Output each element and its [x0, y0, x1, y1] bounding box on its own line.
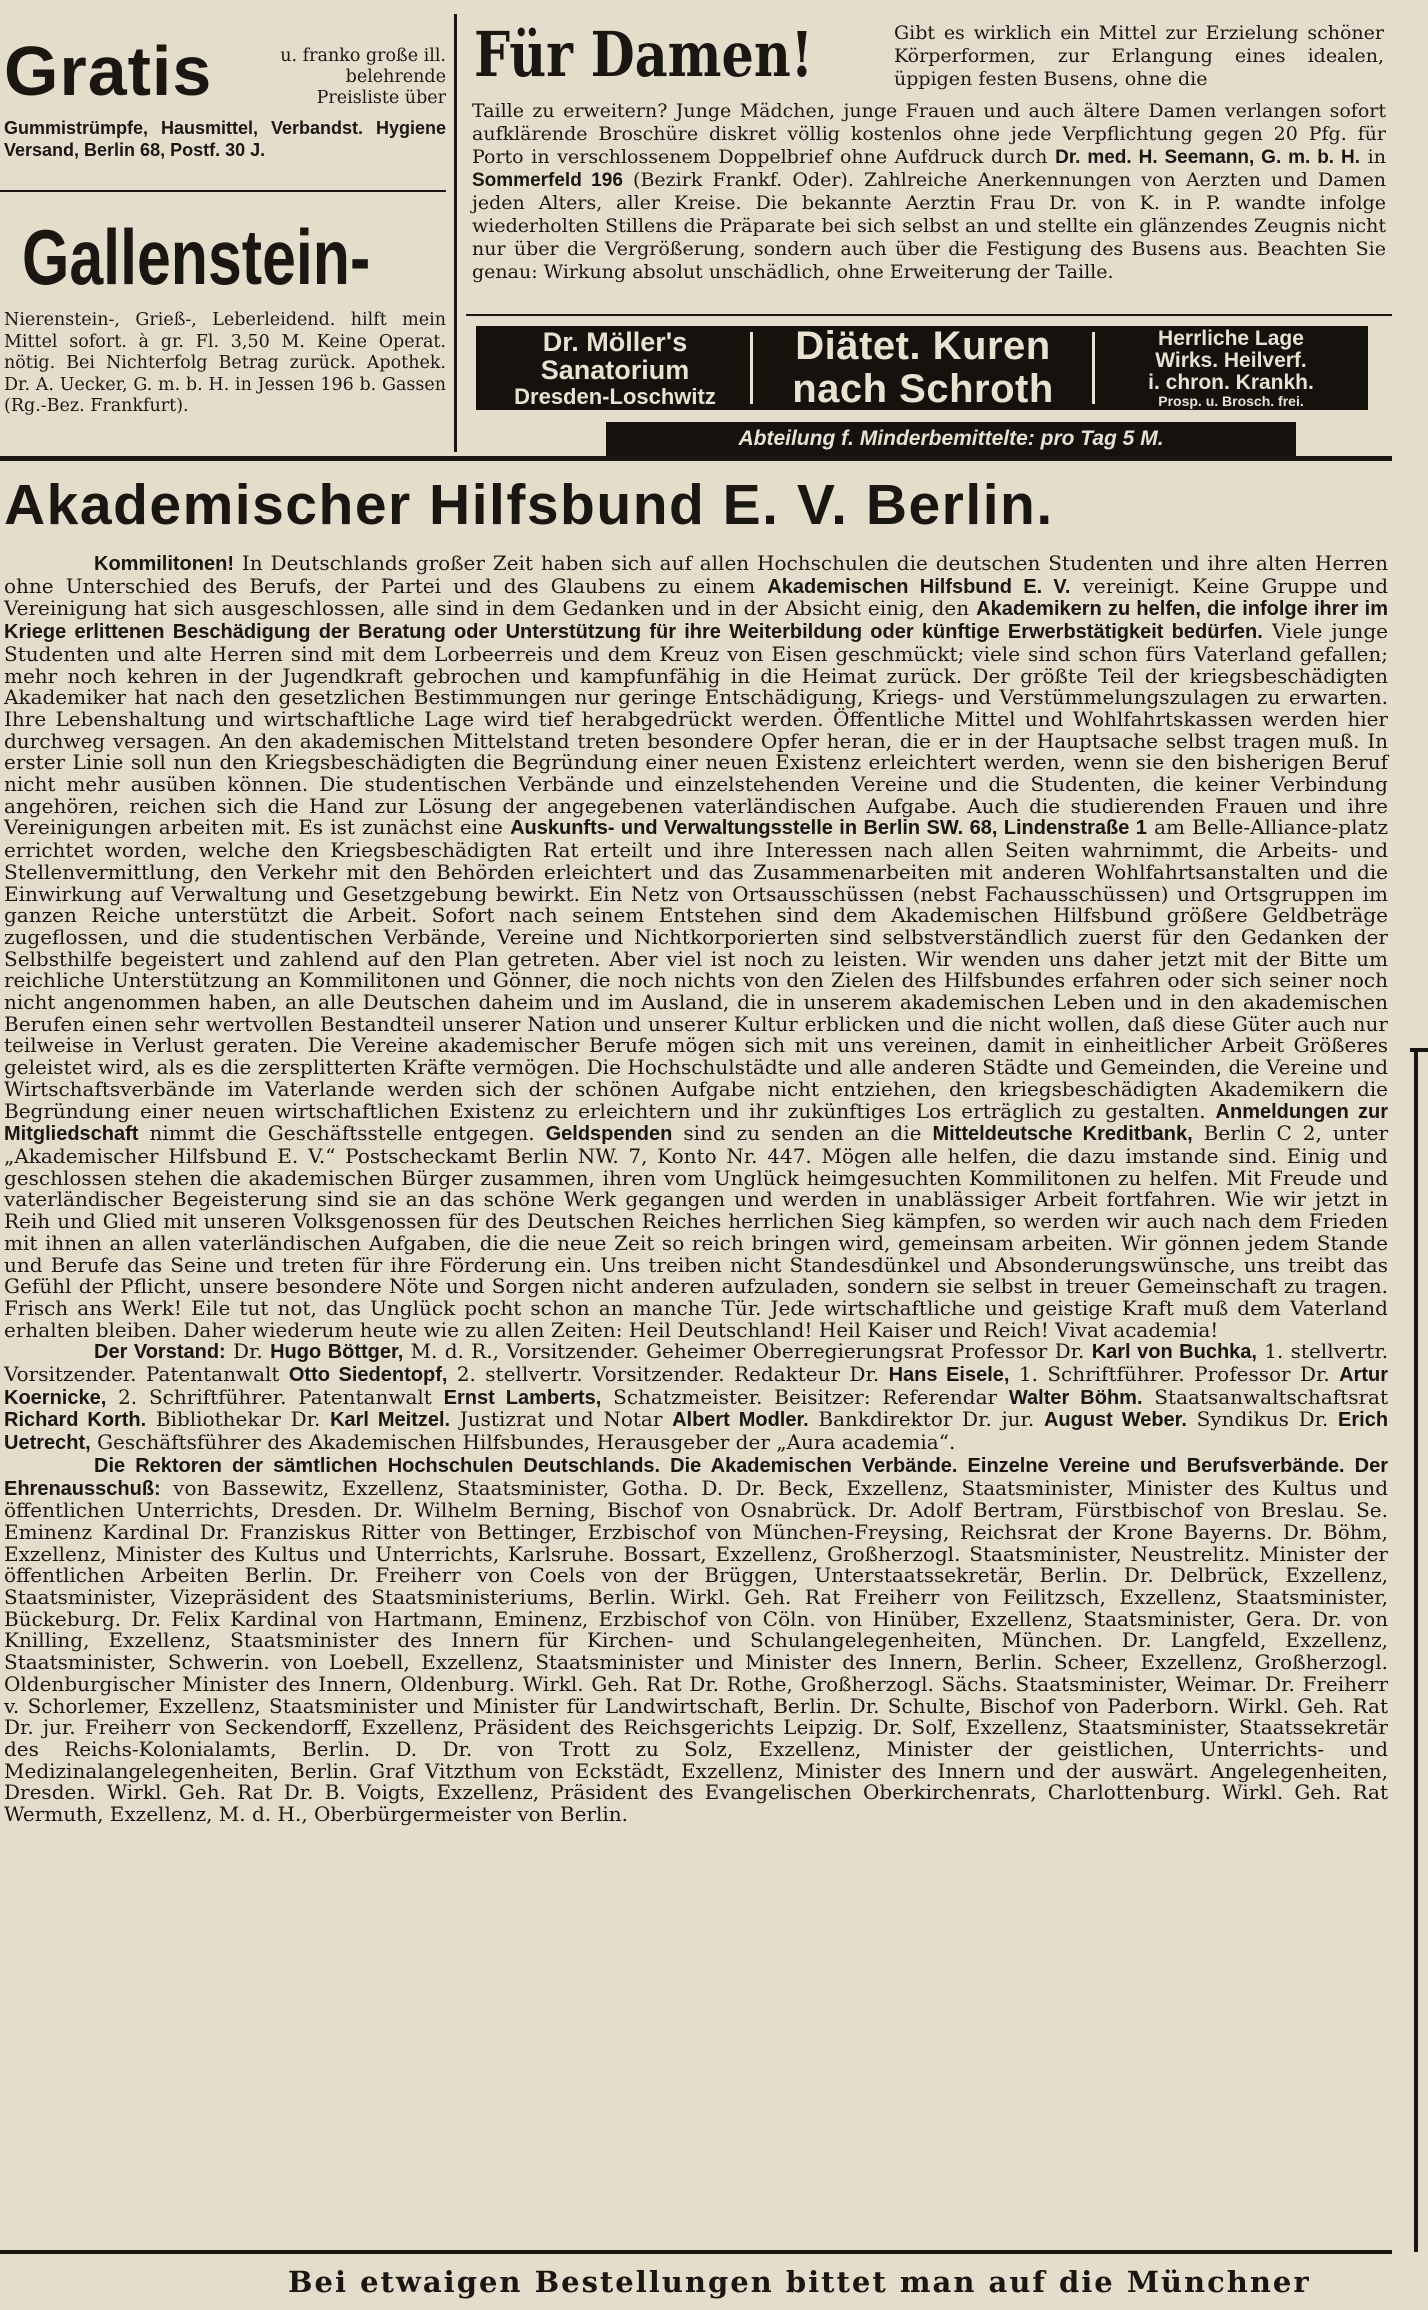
ad-gallenstein-title: Gallenstein-: [22, 213, 371, 301]
ad-moeller-name: [484, 326, 746, 410]
bold-run: Akademischen Hilfsbund E. V.: [767, 575, 1071, 598]
column-divider: [454, 14, 457, 452]
text-run: Taille zu erweitern? Junge Mädchen, junge Frauen und auch ältere Damen verlangen sofort aufklärende Broschüre diskret völlig kostenlos ohne jede Verpflichtung gegen 20 Pfg. für Porto in verschlossenem Doppelbrief ohne Aufdruck durch: [472, 100, 1386, 168]
text-run: 2. Schriftführer. Patentanwalt: [118, 1384, 432, 1409]
article-paragraph-ehrenausschuss: [4, 1455, 1388, 1826]
heavy-rule: [0, 2250, 1392, 2254]
bold-run: Geldspenden: [545, 1123, 673, 1146]
text-run: vereinigt. Keine Gruppe und Vereinigung hat sich ausgeschlossen, alle sind in dem Gedanken und in der Absicht einig, den: [4, 573, 1389, 621]
ad-moeller-right-line: Wirks. Heilverf.: [1155, 348, 1307, 372]
ad-moeller-right-line: Herrliche Lage: [1158, 326, 1304, 350]
ad-damen-text: [472, 100, 1386, 284]
text-run: von Bassewitz, Exzellenz, Staatsminister, Gotha. D. Dr. Beck, Exzellenz, Staatsminister, Minister des Kultus und öffentlichen Unterrichts, Dresden. Dr. Wilhelm Berning, Bischof von Osnabrück. Dr. Adolf Bertram, Fürstbischof von Breslau. Se. Eminenz Kardinal Dr. Franziskus Ritter von Bettinger, Erzbischof von München-Freysing, Reichsrat der Krone Bayerns. Dr. Böhm, Exzellenz, Minister des Kultus und Unterrichts, Karlsruhe. Bossart, Exzellenz, Großherzogl. Staatsminister, Neustrelitz. Minister der öffentlichen Arbeiten Berlin. Dr. Freiherr von Coels von der Brüggen, Unterstaatssekretär, Berlin. Dr. Delbrück, Exzellenz, Staatsminister, Vizepräsident des Staatsministeriums, Berlin. Wirkl. Geh. Rat Freiherr von Feilitzsch, Exzellenz, Staatsminister, Bückeburg. Dr. Felix Kardinal von Hartmann, Eminenz, Erzbischof von Cöln. von Hinüber, Exzellenz, Staatsminister, Gera. Dr. von Knilling, Exzellenz, Staatsminister des Innern für Kirchen- und Schulangelegenheiten, München. Dr. Langfeld, Exzellenz, Staatsminister, Schwerin. von Loebell, Exzellenz, Staatsminister und Minister des Innern, Berlin. Scheer, Exzellenz, Großherzogl. Oldenburgischer Minister des Innern, Oldenburg. Wirkl. Geh. Rat Dr. Rothe, Großherzogl. Sächs. Staatsminister, Weimar. Dr. Freiherr v. Schorlemer, Exzellenz, Staatsminister und Minister für Landwirtschaft, Berlin. Dr. Schulte, Bischof von Paderborn. Wirkl. Geh. Rat Dr. jur. Freiherr von Seckendorff, Exzellenz, Präsident des Reichsgerichts Leipzig. Dr. Solf, Exzellenz, Staatsminister, Staatssekretär des Reichs-Kolonialamts, Berlin. D. Dr. von Trott zu Solz, Exzellenz, Minister der geistlichen, Unterrichts- und Medizinalangelegenheiten, Berlin. Graf Vitzthum von Eckstädt, Exzellenz, Minister des Innern und der auswärt. Angelegenheiten, Dresden. Wirkl. Geh. Rat Dr. B. Voigts, Exzellenz, Präsident des Evangelischen Oberkirchenrats, Charlottenburg. Wirkl. Geh. Rat Wermuth, Exzellenz, M. d. H., Oberbürgermeister von Berlin.: [4, 1475, 1388, 1827]
text-run: Viele junge Studenten und alte Herren sind mit dem Lorbeerreis und dem Kreuz von Eisen geschmückt; viele sind schon fürs Vaterland gefallen; mehr noch kehren in der Jugendkraft gebrochen und kampfunfähig in die Heimat zurück. Der größte Teil der kriegsbeschädigten Akademiker hat nach den gesetzlichen Bestimmungen nur geringe Entschädigung, Kriegs- und Verstümmelungszulagen zu erwarten. Ihre Lebenshaltung und wirtschaftliche Lage wird tief herabgedrückt werden. Öffentliche Mittel und Wohlfahrtskassen werden hier durchweg versagen. An den akademischen Mittelstand treten besondere Opfer heran, die er in der Hauptsache selbst tragen muß. In erster Linie soll nun den Kriegsbeschädigten die Begründung einer neuen Existenz erleichtert werden, wenn sie den bisherigen Beruf nicht mehr ausüben können. Die studentischen Verbände und einzelstehenden Vereine und die Studenten, die keiner Verbindung angehören, reichen sich die Hand zur Lösung der angegebenen vaterländischen Aufgabe. Auch die studierenden Frauen und ihre Vereinigungen arbeiten mit. Es ist zunächst eine: [4, 619, 1389, 840]
bold-run: Anmeldungen zur Mitgliedschaft: [4, 1100, 1389, 1146]
article-paragraph-vorstand: [4, 1341, 1388, 1455]
text-run: nimmt die Geschäftsstelle entgegen.: [149, 1121, 535, 1146]
edge-rule: [1410, 1048, 1428, 1052]
bold-run: Richard Korth.: [4, 1409, 147, 1432]
text-run: (Bezirk Frankf. Oder). Zahlreiche Anerkennungen von Aerzten und Damen jeden Alters, aller Kreise. Die bekannte Aerztin Frau Dr. von K. in P. wandte infolge wiederholten Stillens die Präparate bei sich selbst an und stellte ein glänzendes Zeugnis nicht nur über die Vergrößerung, sondern auch über die Festigung des Busens aus. Beachten Sie genau: Wirkung absolut unschädlich, ohne Erweiterung der Taille.: [472, 169, 1386, 283]
text-run: am Belle-Alliance-platz errichtet worden, welche den Kriegsbeschädigten Rat erteilt und ihre Interessen nach allen Seiten wahrnimmt, die Arbeits- und Stellenvermittlung, den Verkehr mit den Behörden erleichtert und das Zusammenarbeiten mit anderen Wohlfahrtsanstalten und die Einwirkung auf Verwaltung und Gesetzgebung bewirkt. Ein Netz von Ortsausschüssen (nebst Fachausschüssen) und Ortsgruppen im ganzen Reiche unterstützt die Arbeit. Sofort nach seinem Entstehen sind dem Akademischen Hilfsbund größere Geldbeträge zugeflossen, und die studentischen Verbände, Vereine und Nichtkorporierten sind selbstverständlich zuerst für den Gedanken der Selbsthilfe begeistert und zahlend auf den Plan getreten. Aber viel ist noch zu leisten. Wir wenden uns daher jetzt mit der Bitte um reichliche Unterstützung an Kommilitonen und Gönner, die noch nichts von den Zielen des Hilfsbundes erfahren oder sich seiner noch nicht angenommen haben, an alle Deutschen daheim und im Ausland, die in unserem akademischen Leben und in den akademischen Berufen einen sehr wertvollen Bestandteil unserer Nation und unserer Kultur erblicken und die nicht wollen, daß diese Güter auch nur teilweise in Verlust geraten. Die Vereine akademischer Berufe mögen sich mit uns vereinen, damit in einheitlicher Arbeit Größeres geleistet wird, als es die zersplitterten Kräfte vermögen. Die Hochschulstädte und alle anderen Städte und Gemeinden, die Vereine und Wirtschaftsverbände im Vaterlande werden sich der schönen Aufgabe nicht entziehen, den kriegsbeschädigten Akademikern die Begründung einer neuen wirtschaftlichen Existenz zu erleichtern und ihr zukünftiges Los erträglich zu gestalten.: [4, 815, 1389, 1123]
text-run: Syndikus Dr.: [1196, 1407, 1329, 1432]
bold-run: Albert Modler.: [672, 1409, 809, 1432]
bold-run: August Weber.: [1043, 1409, 1187, 1432]
bold-run: Hans Eisele,: [888, 1364, 1010, 1387]
ad-moeller-center: [758, 323, 1088, 411]
bold-run: Erich Uetrecht,: [4, 1409, 1389, 1455]
ad-moeller-center-line: nach Schroth: [792, 367, 1054, 411]
ad-damen-sender: Dr. med. H. Seemann, G. m. b. H.: [1055, 147, 1360, 168]
ad-fuer-damen: [466, 14, 1392, 314]
edge-rule: [1414, 1052, 1418, 2252]
text-run: sind zu senden an die: [683, 1121, 922, 1146]
footer-line: Bei etwaigen Bestellungen bittet man auf die Münchner: [288, 2265, 1311, 2299]
text-run: Bankdirektor Dr. jur.: [818, 1407, 1035, 1432]
bold-run: Karl von Buchka,: [1091, 1341, 1257, 1364]
text-run: 1. stellvertr. Vorsitzender. Patentanwalt: [4, 1339, 1389, 1387]
bold-run: Akademikern zu helfen, die infolge ihrer im Kriege erlittenen Beschädigung der Beratung oder Unterstützung für ihre Weiterbildung oder künftige Erwerbstätigkeit bedürfen.: [4, 598, 1389, 644]
ad-gratis-side-text: u. franko große ill. belehrende Preisliste über: [280, 46, 446, 108]
divider: [750, 332, 753, 404]
ad-moeller-right-line: i. chron. Krankh.: [1148, 370, 1314, 394]
divider: [0, 190, 446, 192]
text-run: Staatsanwaltschaftsrat: [1154, 1384, 1388, 1409]
text-run: in: [1367, 146, 1386, 168]
divider: [466, 314, 1392, 316]
text-run: Schatzmeister. Beisitzer: Referendar: [613, 1384, 998, 1409]
article-body: [4, 553, 1388, 1826]
ad-moeller-place: Dresden-Loschwitz: [514, 383, 716, 409]
bold-run: Hugo Böttger,: [270, 1341, 404, 1364]
text-run: 1. Schriftführer. Professor Dr.: [1018, 1362, 1330, 1387]
bold-run: Kommilitonen!: [94, 553, 234, 575]
text-run: 2. stellvertr. Vorsitzender. Redakteur Dr.: [456, 1362, 880, 1387]
ad-gratis: [4, 18, 446, 180]
text-run: In Deutschlands großer Zeit haben sich auf allen Hochschulen die deutschen Studenten und ihre alten Herren ohne Unterschied des Berufs, der Partei und des Glaubens zu einem: [4, 551, 1388, 598]
divider: [1092, 332, 1095, 404]
ad-moeller-subline: Abteilung f. Minderbemittelte: pro Tag 5 M.: [606, 422, 1296, 456]
text-run: Bibliothekar Dr.: [155, 1407, 321, 1432]
bold-run: Otto Siedentopf,: [288, 1364, 448, 1387]
ad-damen-town: Sommerfeld 196: [472, 170, 623, 191]
text-run: M. d. R., Vorsitzender. Geheimer Oberregierungsrat Professor Dr.: [410, 1339, 1085, 1364]
bold-run: Karl Meitzel.: [330, 1409, 451, 1432]
ad-damen-side-text: Gibt es wirklich ein Mittel zur Erzielung schöner Körperformen, zur Erlangung eines idealen, üppigen festen Busens, ohne die: [894, 22, 1384, 90]
ad-moeller-name-line: Dr. Möller's: [542, 327, 688, 358]
ad-gratis-text: Gummistrümpfe, Hausmittel, Verbandst. Hygiene Versand, Berlin 68, Postf. 30 J.: [4, 118, 446, 160]
heavy-rule: [0, 456, 1392, 461]
text-run: Geschäftsführer des Akademischen Hilfsbundes, Herausgeber der „Aura academia“.: [97, 1430, 956, 1455]
text-run: Dr.: [233, 1339, 263, 1364]
bold-run: Mitteldeutsche Kreditbank,: [932, 1123, 1193, 1146]
ad-moeller-right: [1100, 326, 1362, 410]
text-run: Berlin C 2, unter „Akademischer Hilfsbund E. V.“ Postscheckamt Berlin NW. 7, Konto Nr. 447. Mögen alle helfen, die dazu imstande sind. Einig und geschlossen stehen die akademischen Bürger zusammen, ihren vom Unglück heimgesuchten Kommilitonen zu helfen. Mit Freude und vaterländischer Begeisterung sind sie an das schöne Werk gegangen und werden in unablässiger Arbeit fortfahren. Wie wir jetzt in Reih und Glied mit unseren Volksgenossen für des Deutschen Reiches herrlichen Sieg kämpfen, so werden wir auch nach dem Frieden mit ihnen an allen vaterländischen Aufgaben, die die neue Zeit so reich bringen wird, gemeinsam arbeiten. Wir gönnen jedem Stande und Berufe das Seine und treten für ihre Förderung ein. Uns treiben nicht Standesdünkel und Absonderungswünsche, uns treibt das Gefühl der Pflicht, unsere besondere Nöte und Sorgen nicht anderen aufzuladen, sondern sie selbst in treuer Gemeinschaft zu tragen. Frisch ans Werk! Eile tut not, das Unglück pocht schon an manche Tür. Jede wirtschaftliche und geistige Kraft muß dem Vaterland erhalten bleiben. Daher wiederum heute wie zu allen Zeiten: Heil Deutschland! Heil Kaiser und Reich! Vivat academia!: [4, 1121, 1389, 1342]
bold-run: Ernst Lamberts,: [443, 1386, 602, 1409]
bold-run: Walter Böhm.: [1008, 1386, 1143, 1409]
ad-gallenstein-text: Nierenstein-, Grieß-, Leberleidend. hilft mein Mittel sofort. à gr. Fl. 3,50 M. Keine Operat. nötig. Bei Nichterfolg Betrag zurück. Apothek. Dr. A. Uecker, G. m. b. H. in Jessen 196 b. Gassen (Rg.-Bez. Frankfurt).: [4, 310, 446, 416]
ad-moeller-right-line: Prosp. u. Brosch. frei.: [1158, 392, 1304, 409]
bold-run: Die Rektoren der sämtlichen Hochschulen Deutschlands. Die Akademischen Verbände. Einzelne Vereine und Berufsverbände. Der Ehrenausschuß:: [4, 1454, 1388, 1500]
article-title: Akademischer Hilfsbund E. V. Berlin.: [4, 473, 1054, 537]
ad-moeller-sanatorium: [476, 323, 1368, 411]
ad-gallenstein: [4, 206, 446, 436]
bold-run: Auskunfts- und Verwaltungsstelle in Berlin SW. 68, Lindenstraße 1: [510, 817, 1147, 840]
bold-run: Artur Koernicke,: [4, 1364, 1389, 1409]
ad-damen-title: Für Damen!: [474, 18, 814, 91]
bold-run: Der Vorstand:: [94, 1341, 226, 1364]
article-paragraph: [4, 553, 1388, 1341]
text-run: Justizrat und Notar: [459, 1407, 663, 1432]
ad-moeller-name-line: Sanatorium: [540, 355, 690, 386]
ad-gratis-title: Gratis: [4, 32, 213, 110]
ad-moeller-center-line: Diätet. Kuren: [795, 323, 1051, 368]
